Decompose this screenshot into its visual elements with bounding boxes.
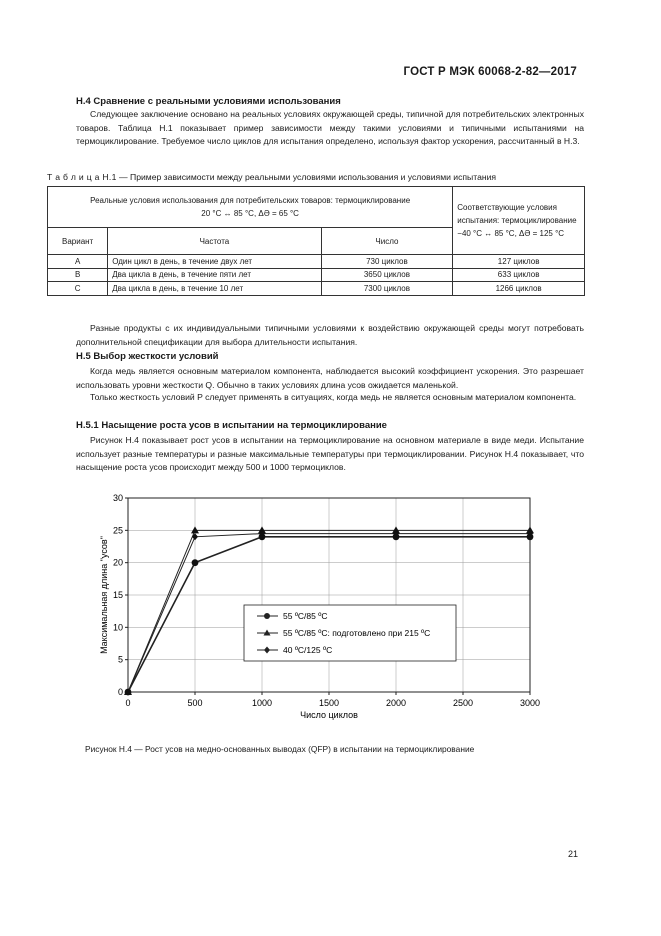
table-header-left-line2: 20 °С ↔ 85 °С, ΔӘ = 65 °С [201,209,299,218]
x-axis-label: Число циклов [300,710,358,720]
x-tick-label: 2000 [385,698,407,708]
whisker-growth-chart [60,488,570,728]
table-cell-frequency: Два цикла в день, в течение пяти лет [108,268,321,282]
chart-grid [128,498,530,692]
table-cell-frequency: Один цикл в день, в течение двух лет [108,255,321,269]
y-tick-label: 25 [112,525,123,536]
section-h4-title: H.4 Сравнение с реальными условиями использования [76,96,341,107]
y-ticks [113,493,128,697]
y-tick-label: 20 [112,557,123,568]
table-cell-count: 7300 циклов [321,282,453,296]
table-col-variant: Вариант [48,228,108,255]
section-h5-title: H.5 Выбор жесткости условий [76,351,219,362]
x-tick-label: 3000 [519,698,541,708]
table-cell-variant: A [48,255,108,269]
table-caption-prefix: Т а б л и ц а H.1 [47,172,117,182]
figure-caption: Рисунок H.4 — Рост усов на медно-основанных выводах (QFP) в испытании на термоциклирование [85,744,475,754]
x-tick-label: 500 [187,698,203,708]
table-row [48,268,585,282]
chart-legend [244,605,456,661]
table-cell-test: 1266 циклов [453,282,585,296]
section-h5-paragraph-1: Когда медь является основным материалом компонента, наблюдается высокий коэффициент ускорения. Это разрешает использовать уровни жесткости Q. Обычно в таких условиях длина усов ожидается маленькой. [76,366,584,390]
x-tick-label: 1000 [251,698,273,708]
y-tick-label: 30 [112,493,123,503]
y-axis-label: Максимальная длина "усов" [99,536,109,654]
y-tick-label: 15 [112,590,123,600]
x-tick-label: 2500 [452,698,474,708]
table-row [48,282,585,296]
table-cell-test: 127 циклов [453,255,585,269]
table-col-frequency: Частота [108,228,321,255]
table-caption [47,172,496,182]
page-number: 21 [568,849,579,859]
products-paragraph: Разные продукты с их индивидуальными типичными условиями к воздействию окружающей среды могут потребовать дополнительной спецификации для выбора длительности испытания. [76,323,584,347]
legend-circle-marker [264,613,270,619]
table-cell-variant: B [48,268,108,282]
document-header: ГОСТ Р МЭК 60068-2-82—2017 [403,66,577,78]
table-cell-frequency: Два цикла в день, в течение 10 лет [108,282,321,296]
table-cell-count: 3650 циклов [321,268,453,282]
table-row [48,255,585,269]
table-cell-test: 633 циклов [453,268,585,282]
y-tick-label: 0 [117,687,123,697]
table-cell-count: 730 циклов [321,255,453,269]
legend-label-2: 55 ºC/85 ºC: подготовлено при 215 ºC [283,628,431,638]
legend-label-1: 55 ºC/85 ºC [283,611,328,621]
table-header-left [48,187,453,228]
table-cell-variant: C [48,282,108,296]
data-point-triangle [191,526,199,533]
section-h5-paragraph-2: Только жесткость условий P следует применять в ситуациях, когда медь не является основным материалом компонента. [90,392,577,402]
section-h4-paragraph: Следующее заключение основано на реальных условиях окружающей среды, типичной для потребительских электронных товаров. Таблица H.1 показывает пример зависимости между такими условиями и типичными испытаниями на термоциклирование. Требуемое число циклов для испытания определено, используя фактор ускорения, рассчитанный в H.3. [76,109,584,147]
table-caption-text: — Пример зависимости между реальными условиями использования и условиями испытания [116,172,497,182]
x-tick-label: 1500 [318,698,340,708]
y-tick-label: 10 [112,622,123,633]
legend-label-3: 40 ºC/125 ºC [283,645,333,655]
x-tick-label: 0 [125,698,131,708]
data-point-circle [192,559,199,566]
y-tick-label: 5 [117,654,123,665]
table-header-left-line1: Реальные условия использования для потребительских товаров: термоциклирование [90,196,411,205]
comparison-table [47,186,585,296]
table-col-count: Число [321,228,453,255]
x-ticks [125,692,540,708]
table-header-right: Соответствующие условия испытания: термоциклирование −40 °С ↔ 85 °С, ΔӘ = 125 °С [453,187,585,255]
section-h51-title: H.5.1 Насыщение роста усов в испытании на термоциклирование [76,420,387,431]
section-h51-paragraph: Рисунок H.4 показывает рост усов в испытании на термоциклирование на основном материале в виде меди. Испытание использует разные температуры и разные максимальные температуры при термоциклировании. Рисунок H.4 показывает, что насыщение роста усов происходит между 500 и 1000 термоциклов. [76,435,584,473]
